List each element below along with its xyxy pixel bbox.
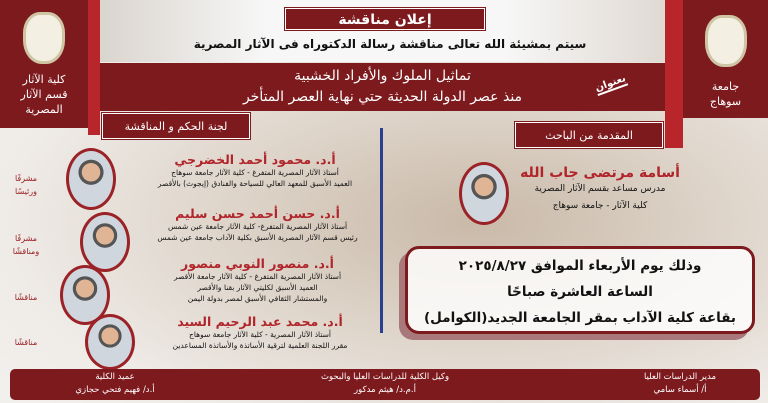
thesis-title-band [100,63,665,111]
announcement-title: إعلان مناقشة [285,8,485,30]
right-line: جامعة [711,80,740,93]
member-name: أ.د. محمود أحمد الخضرجي [174,152,336,167]
faculty-logo [23,12,65,64]
thesis-line: تماثيل الملوك والأفراد الخشبية [294,68,471,84]
member-desc: أستاذ الآثار المصرية - كلية الآثار جامعة سوهاج [189,330,331,339]
left-column [0,0,88,128]
researcher-name: أسامة مرتضى جاب الله [520,165,680,181]
event-details [405,246,755,334]
member-photo [85,314,135,370]
researcher-photo [459,162,509,225]
left-line: كلية الآثار [22,73,66,86]
member [135,256,380,304]
member-photo [66,148,116,210]
right-stripe [665,0,683,148]
member-name: أ.د. منصور النوبي منصور [181,256,334,271]
member-photo [80,212,130,272]
researcher-desc: كلية الآثار - جامعة سوهاج [552,201,648,211]
researcher [515,165,685,215]
signature: مدير الدراسات العليا أ/ أسماء سامي [643,372,717,395]
member [135,206,380,243]
left-line: قسم الآثار [20,88,68,101]
committee-heading: لجنة الحكم و المناقشة [102,113,250,139]
signature: وكيل الكلية للدراسات العليا والبحوث أ.م.د/ هيثم مدكور [320,372,450,395]
event-location: بقاعة كلية الآداب بمقر الجامعة الجديد(الكوامل) [424,310,736,326]
signature: عميد الكلية أ.د/ فهيم فتحي حجازي [75,372,155,395]
divider-line [380,128,383,333]
member-desc: أستاذ الآثار المصرية المتفرغ - كلية الآثار جامعة الأقصر [173,272,342,281]
researcher-heading: المقدمة من الباحث [515,122,663,148]
footer-signatures [10,369,760,400]
member-name: أ.د. محمد عبد الرحيم السيد [177,314,343,329]
university-logo [705,15,747,67]
member-name: أ.د. حسن أحمد حسن سليم [175,206,340,221]
event-time: الساعة العاشرة صباحًا [507,284,653,300]
member-desc: مقرر اللجنة العلمية لترقية الأساتذة والأساتذة المساعدين [172,341,348,350]
thesis-label: بعنوان [593,72,628,95]
member-desc: العميد الأسبق لكليتي الآثار بقنا والأقصر [197,283,318,292]
subtitle: سيتم بمشيئة الله تعالى مناقشة رسالة الدكتوراه فى الآثار المصرية [193,37,587,51]
member-desc: رئيس قسم الآثار المصرية الأسبق بكلية الآداب جامعة عين شمس [157,233,358,242]
researcher-desc: مدرس مساعد بقسم الآثار المصرية [534,184,666,194]
member-role: مشرفًا ومناقشًا [12,234,40,256]
member-role: مناقشًا [14,338,38,347]
member-desc: والمستشار الثقافي الأسبق لمصر بدولة اليمن [187,294,328,303]
member-role: مناقشًا [14,293,38,302]
thesis-line: منذ عصر الدولة الحديثة حتي نهاية العصر المتأخر [242,89,523,105]
member [130,152,380,189]
member-role: مشرفًا ورئيسًا [14,174,38,196]
member-desc: أستاذ الآثار المصرية المتفرغ - كلية الآثار جامعة سوهاج [171,168,339,177]
member-desc: العميد الأسبق للمعهد العالي للسياحة والفنادق (إيجوث) بالأقصر [157,179,353,188]
right-line: سوهاج [709,95,742,108]
left-stripe [88,0,100,135]
event-date: وذلك يوم الأربعاء الموافق ٢٠٢٥/٨/٢٧ [458,258,702,274]
left-line: المصرية [25,103,63,116]
member [140,314,380,351]
member-desc: أستاذ الآثار المصرية المتفرغ- كلية الآثار جامعة عين شمس [167,222,348,231]
right-column [683,0,768,118]
